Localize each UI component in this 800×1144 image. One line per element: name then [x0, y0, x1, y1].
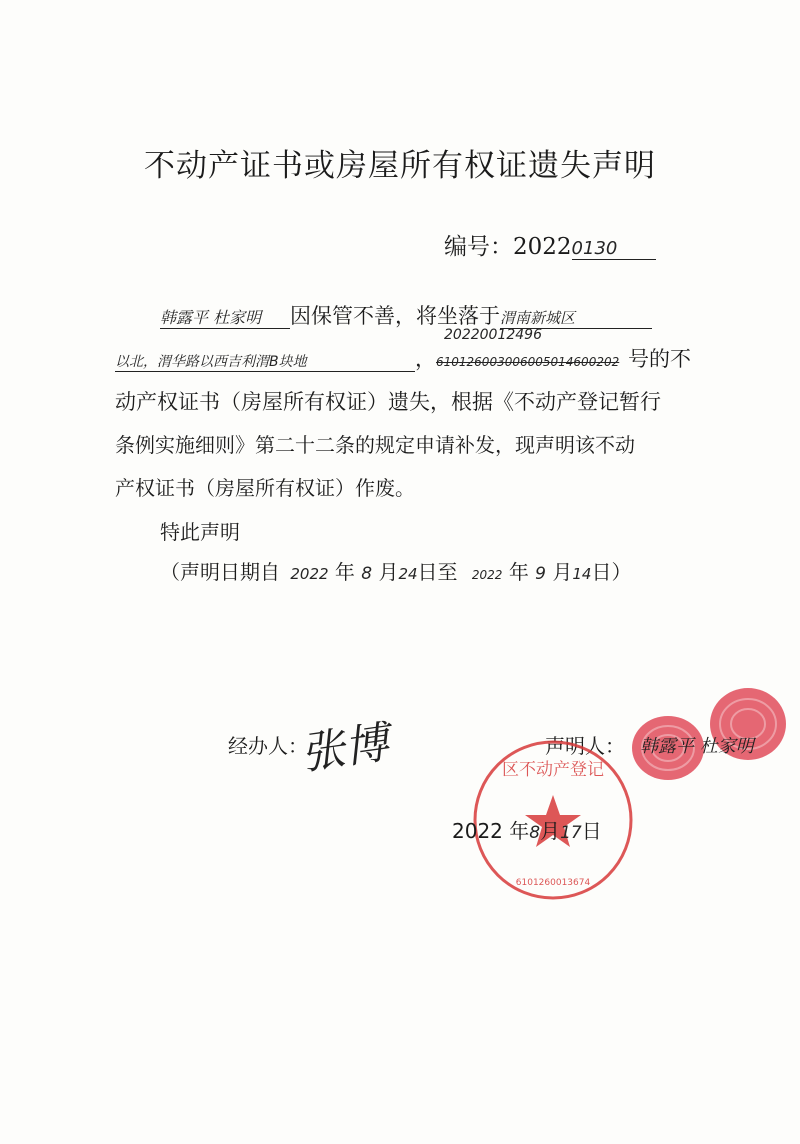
- body-line-1: [160, 300, 652, 330]
- date-month: 8: [529, 823, 541, 843]
- body-line-5: 产权证书（房屋所有权证）作废。: [115, 476, 415, 500]
- declarant-label: 声明人：: [545, 734, 625, 758]
- cert-number-old: 610126003006005014600202: [436, 355, 620, 369]
- period-month-label-2: 月: [552, 560, 573, 584]
- number-handwritten: 0130: [572, 238, 656, 260]
- period-start-day: 24: [398, 565, 418, 583]
- location-line-1: 渭南新城区: [500, 307, 652, 329]
- period-year-label: 年: [334, 560, 355, 584]
- body-line-2: 以北，渭华路以西吉利渭B块地 ，610126003006005014600202 号的不: [115, 347, 691, 371]
- handler-signature: 张博: [297, 717, 392, 780]
- period-end-month: 9: [535, 564, 546, 584]
- date-year: 2022 年: [452, 819, 530, 843]
- cert-number-new: 20220012496: [444, 327, 542, 343]
- document-title: 不动产证书或房屋所有权证遗失声明: [144, 148, 656, 184]
- period-month-label: 月: [378, 560, 399, 584]
- document-number: [444, 228, 656, 261]
- date-month-label: 月: [540, 819, 561, 843]
- declaration-period: [160, 556, 631, 585]
- closing-text: 特此声明: [160, 520, 240, 544]
- period-close: 日）: [591, 560, 632, 584]
- number-label: 编号：: [444, 234, 513, 260]
- declarant-signature: 韩露平 杜家明: [640, 736, 754, 757]
- body-line-3: 动产权证书（房屋所有权证）遗失，根据《不动产登记暂行: [115, 390, 661, 414]
- applicant-names: 韩露平 杜家明: [160, 305, 290, 329]
- period-start-year: 2022: [290, 565, 329, 583]
- stamp-serial: 6101260013674: [515, 878, 591, 888]
- document-date: [452, 815, 602, 844]
- period-open: （声明日期自: [160, 560, 280, 584]
- date-day: 17: [560, 823, 582, 843]
- handler-label: 经办人：: [228, 734, 308, 758]
- period-end-year: 2022: [471, 568, 503, 582]
- reason-text: 因保管不善，将坐落于: [290, 304, 500, 328]
- period-year-label-2: 年: [508, 560, 529, 584]
- date-day-label: 日: [581, 819, 602, 843]
- period-end-day: 14: [572, 565, 592, 583]
- location-line-2: 以北，渭华路以西吉利渭B块地: [115, 351, 415, 372]
- number-prefix: 2022: [513, 234, 572, 260]
- body-line-4: 条例实施细则》第二十二条的规定申请补发，现声明该不动: [115, 433, 635, 457]
- period-start-month: 8: [361, 564, 373, 584]
- period-to-label: 日至: [417, 560, 458, 584]
- stamp-text: 区不动产登记: [502, 760, 604, 780]
- cert-suffix: 号的不: [628, 347, 691, 371]
